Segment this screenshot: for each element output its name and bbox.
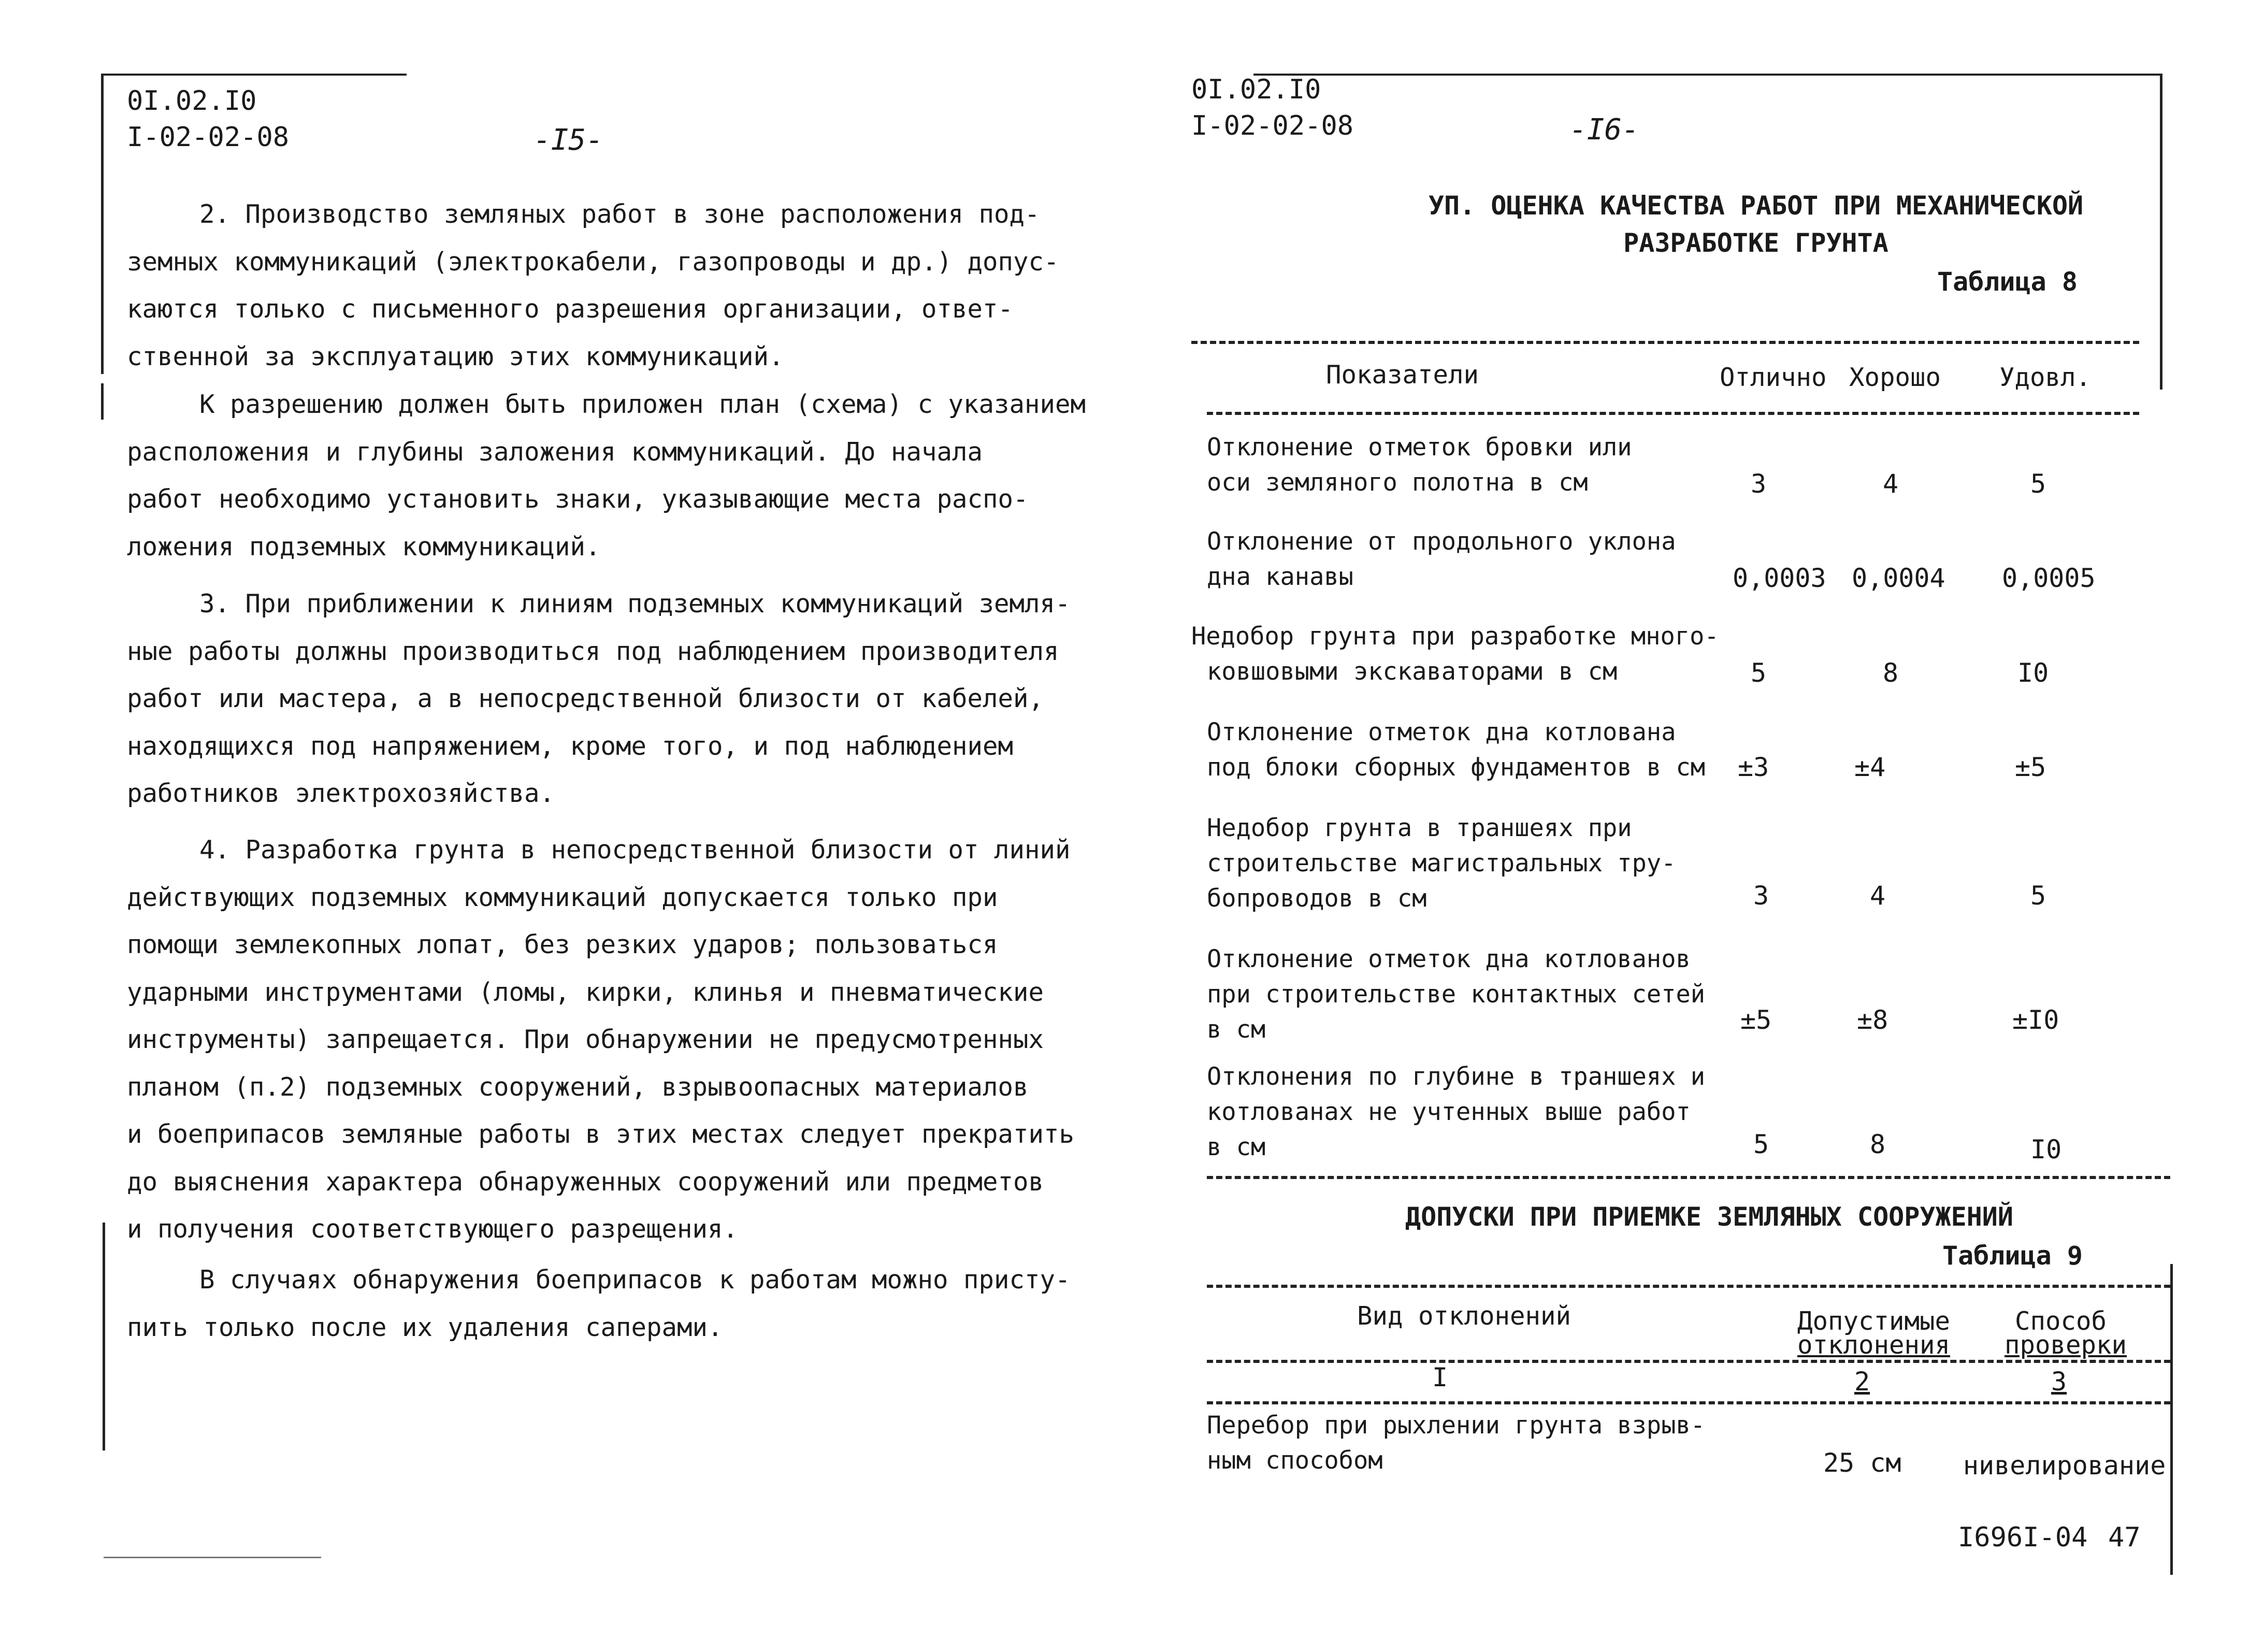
text-line: Отклонение отметок дна котлованов: [1207, 945, 1691, 973]
text-line: при строительстве контактных сетей: [1207, 980, 1706, 1009]
table-8-row-3-label: [1191, 619, 1719, 689]
left-paragraph-3: [127, 580, 1071, 817]
table-8-row-7-good: 8: [1870, 1129, 1886, 1159]
text-line: до выяснения характера обнаруженных сооружений или предметов: [127, 1167, 1044, 1197]
right-doc-code-1: 0I.02.I0: [1191, 74, 1321, 105]
text-line: Недобор грунта при разработке много-: [1191, 622, 1719, 651]
table-8-row-1-excellent: 3: [1751, 469, 1767, 499]
table-8-row-4-excellent: ±3: [1738, 752, 1769, 782]
text-line: каются только с письменного разрешения организации, ответ-: [127, 294, 1014, 324]
text-line: в см: [1207, 1133, 1266, 1161]
text-line: ковшовыми экскаваторами в см: [1207, 657, 1618, 686]
text-line: 4. Разработка грунта в непосредственной близости от линий: [199, 835, 1071, 865]
text-line: расположения и глубины заложения коммуникаций. До начала: [127, 437, 983, 467]
table-9-header-allowed-line-1: Допустимые: [1797, 1306, 1951, 1336]
table-9-header-method-line-2: проверки: [2005, 1330, 2127, 1360]
text-line: действующих подземных коммуникаций допускается только при: [127, 882, 998, 912]
table-8-row-1-satisfactory: 5: [2030, 469, 2046, 499]
table-8-row-3-good: 8: [1883, 658, 1899, 688]
right-top-border: [1253, 74, 2162, 76]
table-divider: [1207, 1176, 2170, 1179]
table-8-header-good: Хорошо: [1849, 363, 1941, 392]
text-line: Отклонения по глубине в траншеях и: [1207, 1062, 1706, 1091]
left-bottom-scratch: [104, 1557, 321, 1558]
text-line: ударными инструментами (ломы, кирки, клинья и пневматические: [127, 977, 1044, 1007]
text-line: ные работы должны производиться под наблюдением производителя: [127, 636, 1059, 666]
text-line: в см: [1207, 1015, 1266, 1044]
text-line: земных коммуникаций (электрокабели, газопроводы и др.) допус-: [127, 247, 1059, 277]
table-9-header-method-line-1: Способ: [2015, 1306, 2107, 1336]
table-8-row-7-label: [1207, 1059, 1705, 1165]
table-8-row-5-label: [1207, 811, 1676, 916]
right-margin-line-bottom: [2170, 1264, 2173, 1575]
table-divider: [1207, 412, 2139, 415]
table-9-row-1-method: нивелирование: [1963, 1450, 2166, 1481]
text-line: ным способом: [1207, 1446, 1383, 1475]
left-paragraph-1: [127, 191, 1059, 380]
table-divider: [1191, 341, 2139, 344]
text-line: Недобор грунта в траншеях при: [1207, 814, 1632, 842]
table-8-row-6-label: [1207, 942, 1705, 1047]
table-9-caption: Таблица 9: [1942, 1241, 2083, 1271]
table-8-row-2-satisfactory: 0,0005: [2002, 563, 2096, 593]
table-9-col-number-2: 2: [1854, 1367, 1870, 1397]
text-line: Перебор при рыхлении грунта взрыв-: [1207, 1411, 1706, 1440]
table-8-row-2-excellent: 0,0003: [1733, 563, 1826, 593]
text-line: ложения подземных коммуникаций.: [127, 531, 601, 562]
table-9-col-number-3: 3: [2051, 1367, 2067, 1397]
left-margin-line-bottom: [103, 1223, 105, 1450]
table-9-col-number-1: I: [1432, 1362, 1448, 1392]
table-9-row-1-label: [1207, 1408, 1705, 1478]
text-line: и боеприпасов земляные работы в этих местах следует прекратить: [127, 1119, 1075, 1149]
text-line: под блоки сборных фундаментов в см: [1207, 753, 1706, 782]
left-paragraph-2: [127, 381, 1086, 570]
text-line: котлованах не учтенных выше работ: [1207, 1098, 1691, 1126]
text-line: пить только после их удаления саперами.: [127, 1312, 723, 1342]
table-divider: [1207, 1285, 2170, 1288]
table-8-row-7-satisfactory: I0: [2030, 1134, 2062, 1165]
text-line: оси земляного полотна в см: [1207, 468, 1588, 497]
text-line: В случаях обнаружения боеприпасов к работам можно присту-: [199, 1265, 1071, 1295]
table-8-row-1-good: 4: [1883, 469, 1899, 499]
text-line: работников электрохозяйства.: [127, 779, 555, 808]
left-margin-line-top: [101, 74, 104, 374]
left-doc-code-1: 0I.02.I0: [127, 85, 257, 117]
right-page-number: -I6-: [1569, 113, 1639, 147]
table-8-row-6-satisfactory: ±I0: [2012, 1005, 2059, 1035]
table-9-row-1-value: 25 см: [1823, 1448, 1901, 1478]
table-8-row-5-satisfactory: 5: [2030, 881, 2046, 911]
text-line: 2. Производство земляных работ в зоне расположения под-: [199, 199, 1040, 229]
section-heading-line-1: УП. ОЦЕНКА КАЧЕСТВА РАБОТ ПРИ МЕХАНИЧЕСКОЙ: [1428, 191, 2084, 221]
table-8-header-indicators: Показатели: [1326, 360, 1479, 390]
text-line: Отклонение отметок дна котлована: [1207, 718, 1676, 746]
left-margin-line-mid: [101, 383, 104, 420]
table-divider: [1207, 1360, 2170, 1363]
text-line: находящихся под напряжением, кроме того, и под наблюдением: [127, 731, 1014, 761]
text-line: работ или мастера, а в непосредственной близости от кабелей,: [127, 684, 1044, 713]
table-8-header-satisfactory: Удовл.: [1999, 363, 2092, 392]
text-line: дна канавы: [1207, 563, 1353, 591]
text-line: К разрешению должен быть приложен план (схема) с указанием: [199, 390, 1086, 419]
table-9-header-deviation-type: Вид отклонений: [1357, 1301, 1571, 1331]
left-page-number: -I5-: [533, 123, 603, 157]
right-doc-code-2: I-02-02-08: [1191, 110, 1354, 141]
table-8-row-4-label: [1207, 715, 1705, 785]
table-8-row-3-satisfactory: I0: [2017, 658, 2049, 688]
text-line: планом (п.2) подземных сооружений, взрывоопасных материалов: [127, 1072, 1029, 1102]
left-paragraph-4: [127, 826, 1074, 1253]
footer-page: 47: [2108, 1522, 2141, 1553]
table-8-row-2-label: [1207, 524, 1676, 595]
text-line: инструменты) запрещается. При обнаружении не предусмотренных: [127, 1025, 1044, 1054]
right-margin-line-top: [2160, 74, 2162, 390]
table-divider: [1207, 1401, 2170, 1404]
footer-code: I696I-04: [1958, 1522, 2088, 1553]
table-8-row-2-good: 0,0004: [1852, 563, 1945, 593]
text-line: и получения соответствующего разрещения.: [127, 1214, 739, 1244]
text-line: Отклонение отметок бровки или: [1207, 433, 1632, 462]
text-line: бопроводов в см: [1207, 884, 1427, 913]
text-line: строительстве магистральных тру-: [1207, 849, 1676, 878]
left-top-border: [101, 74, 407, 76]
text-line: Отклонение от продольного уклона: [1207, 527, 1676, 556]
table-8-header-excellent: Отлично: [1720, 363, 1827, 392]
table-9-heading: ДОПУСКИ ПРИ ПРИЕМКЕ ЗЕМЛЯНЫХ СООРУЖЕНИЙ: [1405, 1202, 2013, 1232]
text-line: 3. При приближении к линиям подземных коммуникаций земля-: [199, 589, 1071, 619]
table-9-header-allowed-line-2: отклонения: [1797, 1330, 1951, 1360]
table-8-row-6-excellent: ±5: [1740, 1005, 1772, 1035]
table-8-caption: Таблица 8: [1937, 267, 2078, 297]
table-8-row-5-excellent: 3: [1753, 881, 1769, 911]
table-8-row-1-label: [1207, 430, 1632, 500]
left-doc-code-2: I-02-02-08: [127, 122, 290, 153]
left-paragraph-5: [127, 1256, 1071, 1351]
text-line: ственной за эксплуатацию этих коммуникаций.: [127, 341, 784, 371]
table-8-row-6-good: ±8: [1857, 1005, 1888, 1035]
text-line: работ необходимо установить знаки, указывающие места распо-: [127, 484, 1029, 514]
table-8-row-5-good: 4: [1870, 881, 1886, 911]
section-heading-line-2: РАЗРАБОТКЕ ГРУНТА: [1623, 228, 1888, 258]
text-line: помощи землекопных лопат, без резких ударов; пользоваться: [127, 930, 998, 959]
table-8-row-3-excellent: 5: [1751, 658, 1767, 688]
table-8-row-4-satisfactory: ±5: [2015, 752, 2046, 782]
table-8-row-4-good: ±4: [1854, 752, 1886, 782]
table-8-row-7-excellent: 5: [1753, 1129, 1769, 1159]
